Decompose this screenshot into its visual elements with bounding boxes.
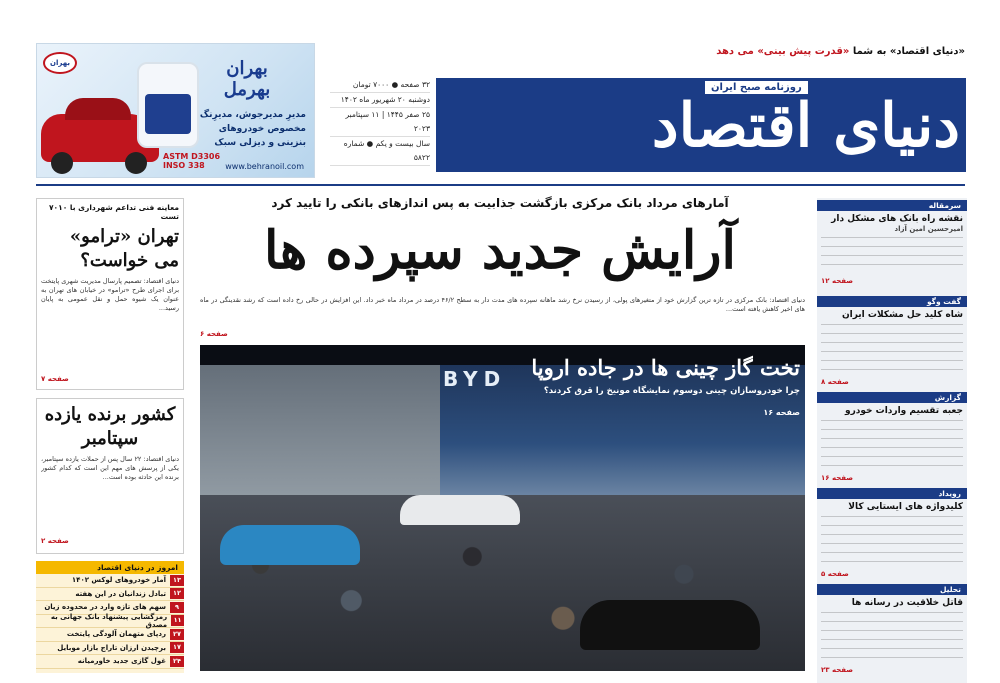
section-page-ref[interactable]: صفحه ۲۳ [821, 666, 854, 674]
today-in-paper [36, 561, 184, 673]
today-item-text: تبادل زندانیان در این هفته [75, 589, 166, 598]
section-body-lines [821, 612, 963, 662]
main-headline[interactable]: آرایش جدید سپرده ها [264, 220, 736, 281]
photo-car [400, 495, 520, 525]
right-section-event[interactable] [817, 488, 967, 584]
section-page-ref[interactable]: صفحه ۸ [821, 378, 849, 386]
ad-brand-line1: بهران [226, 58, 268, 79]
section-label: تحلیل [817, 584, 967, 595]
issue-date-other: ۲۵ صفر ۱۴۴۵ | ۱۱ سپتامبر ۲۰۲۳ [330, 108, 430, 137]
photo-story-title[interactable]: تخت گاز چینی ها در جاده اروپا [531, 355, 800, 380]
right-section-analysis[interactable] [817, 584, 967, 680]
advertisement-banner[interactable] [36, 43, 315, 178]
issue-date-persian: دوشنبه ۲۰ شهریور ماه ۱۴۰۲ [330, 93, 430, 108]
section-label: گفت وگو [817, 296, 967, 307]
today-item-number: ۹ [170, 602, 184, 613]
ad-brand [187, 58, 307, 100]
masthead-motto [640, 46, 965, 57]
today-item-text: ردپای متهمان آلودگی پایتخت [66, 630, 166, 639]
left-story-1-headline: تهران «ترامو» می خواست؟ [69, 226, 179, 271]
section-headline: نقشه راه بانک های مشکل دار [831, 214, 963, 224]
header-rule [36, 184, 965, 186]
today-item-number: ۱۲ [170, 588, 184, 599]
section-body-lines [821, 420, 963, 470]
issue-number: سال بیست و یکم ● شماره ۵۸۲۲ [330, 137, 430, 166]
right-column [817, 198, 967, 683]
ad-tag1: مدیرِ مدیرجوش، مدیرِنگ [199, 110, 306, 120]
motto-red: «قدرت پیش بینی» می دهد [716, 46, 850, 57]
wheel-shape [125, 152, 147, 174]
today-item[interactable] [36, 642, 184, 656]
ad-tag2: مخصوص خودروهای [218, 124, 306, 134]
today-item-number: ۱۷ [170, 642, 184, 653]
today-item[interactable] [36, 574, 184, 588]
right-section-interview[interactable] [817, 296, 967, 392]
section-page-ref[interactable]: صفحه ۵ [821, 570, 849, 578]
left-story-1-body: دنیای اقتصاد: تصمیم پارسال مدیریت شهری پایتخت برای اجرای طرح «ترامو» در خیابان های تهران به عنوان یک شیوه حمل و نقل عمومی به پایان رسید... [41, 277, 179, 312]
section-body-lines [821, 237, 963, 273]
section-body-lines [821, 516, 963, 566]
ad-spec1: ASTM D3306 [163, 152, 221, 161]
motto-black: «دنیای اقتصاد» به شما [852, 46, 965, 57]
today-item-number: ۲۴ [170, 656, 184, 667]
right-section-report[interactable] [817, 392, 967, 486]
photo-car [220, 525, 360, 565]
today-item-text: برچیدن ارزان تاراج بازار موبایل [57, 643, 166, 652]
section-author: امیرحسین امین آزاد [894, 225, 963, 233]
section-body-lines [821, 324, 963, 374]
today-item[interactable] [36, 612, 184, 629]
photo-car [580, 600, 760, 650]
byd-sign: BYD [443, 367, 507, 391]
today-header: امروز در دنیای اقتصاد [36, 561, 184, 574]
main-kicker: آمارهای مرداد بانک مرکزی بازگشت جذابیت به پس اندازهای بانکی را تایید کرد [271, 196, 729, 210]
section-label: رویداد [817, 488, 967, 499]
left-story-1-kicker: معاینه فنی تداعم شهرداری با ۷۰۱۰ تست [48, 203, 179, 221]
section-headline: کلیدواژه های ایستایی کالا [848, 502, 963, 512]
main-body-text: دنیای اقتصاد: بانک مرکزی در تازه ترین گزارش خود از متغیرهای پولی، از رسیدن نرخ رشد ماهانه سپرده های مدت دار به سطح ۴۶/۲ درصد در مرداد ماه خبر داد. این افزایش در حالی رخ داده است که رشد نقدینگی در ماه های اخیر کاهش یافته است... [200, 296, 805, 313]
issue-info [330, 78, 430, 166]
edition-label: روزنامه صبح ایران [704, 80, 809, 95]
ad-spec [163, 152, 220, 170]
left-story-2-body: دنیای اقتصاد: ۲۲ سال پس از حملات یازده سپتامبر، یکی از پرسش های مهم این است که کدام کشور برنده این حادثه بوده است... [41, 455, 179, 481]
photo-story-subtitle: چرا خودروسازان چینی دوسوم نمایشگاه مونیخ را قرق کردند؟ [543, 386, 800, 396]
today-item-number: ۱۱ [171, 615, 184, 626]
ad-tag3: بنزینی و دیزلی سبک [214, 138, 306, 148]
ad-brand-line2: بهرمل [223, 79, 271, 100]
left-story-1-page-ref[interactable]: صفحه ۷ [41, 375, 69, 383]
left-story-1[interactable] [36, 198, 184, 390]
main-page-ref[interactable]: صفحه ۶ [200, 330, 228, 338]
left-story-2[interactable] [36, 398, 184, 554]
photo-story-page-ref[interactable]: صفحه ۱۶ [763, 408, 800, 417]
section-headline: شاه کلید حل مشکلات ایران [841, 310, 963, 320]
left-story-2-headline: کشور برنده یازده سپتامبر [44, 404, 176, 449]
wheel-shape [51, 152, 73, 174]
today-item-number: ۲۷ [170, 629, 184, 640]
section-headline: جعبه تقسیم واردات خودرو [845, 406, 963, 416]
section-headline: قاتل خلاقیت در رسانه ها [851, 598, 963, 608]
main-body [200, 296, 805, 340]
today-item-text: غول گازی جدید خاورمیانه [77, 657, 166, 666]
newspaper-title: دنیای اقتصاد [651, 91, 960, 161]
today-item[interactable] [36, 588, 184, 602]
advertiser-logo: بهران [43, 52, 77, 74]
section-page-ref[interactable]: صفحه ۱۲ [821, 277, 854, 285]
today-item[interactable] [36, 628, 184, 642]
ad-tagline [166, 108, 306, 150]
today-item-number: ۱۳ [170, 575, 184, 586]
left-story-2-page-ref[interactable]: صفحه ۲ [41, 537, 69, 545]
section-page-ref[interactable]: صفحه ۱۶ [821, 474, 854, 482]
issue-price: ۳۲ صفحه ● ۷۰۰۰ تومان [330, 78, 430, 93]
today-item-text: رمزگشایی پیشنهاد بانک جهانی به مصدق [50, 612, 168, 629]
today-item-text: آمار خودروهای لوکس ۱۴۰۲ [71, 576, 166, 585]
ad-spec2: INSO 338 [163, 161, 205, 170]
right-section-editorial[interactable] [817, 200, 967, 296]
ad-url[interactable]: www.behranoil.com [225, 162, 304, 171]
section-label: گزارش [817, 392, 967, 403]
today-item-text: سهم های تازه وارد در محدوده زیان [44, 603, 166, 612]
today-item[interactable] [36, 655, 184, 669]
section-label: سرمقاله [817, 200, 967, 211]
